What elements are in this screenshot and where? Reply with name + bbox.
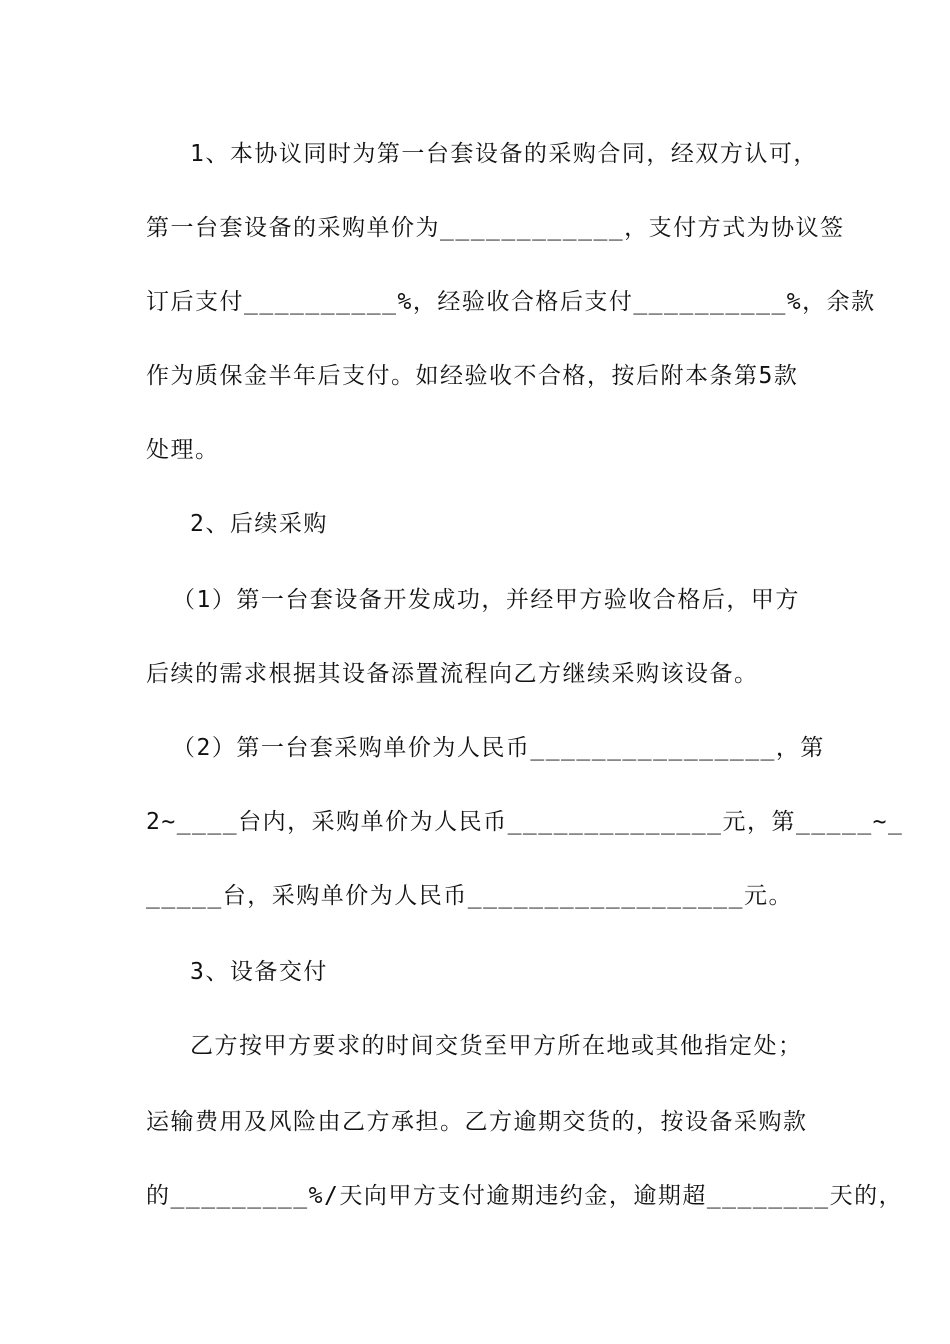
clause-1-line-5: 处理。 [146, 437, 220, 463]
clause-3-line-1: 乙方按甲方要求的时间交货至甲方所在地或其他指定处； [190, 1033, 803, 1059]
item-2-line-3: _____台，采购单价为人民币__________________元。 [146, 883, 793, 909]
clause-1-line-1: 1、本协议同时为第一台套设备的采购合同，经双方认可， [190, 141, 818, 167]
clause-1-line-4: 作为质保金半年后支付。如经验收不合格，按后附本条第5款 [146, 363, 799, 389]
section-heading-3: 3、设备交付 [190, 959, 328, 985]
section-heading-2: 2、后续采购 [190, 511, 328, 537]
clause-3-line-3: 的_________%/天向甲方支付逾期违约金，逾期超________天的， [146, 1183, 904, 1209]
item-1-line-2: 后续的需求根据其设备添置流程向乙方继续采购该设备。 [146, 661, 759, 687]
item-1-line-1: （1）第一台套设备开发成功，并经甲方验收合格后，甲方 [172, 587, 800, 613]
clause-3-line-2: 运输费用及风险由乙方承担。乙方逾期交货的，按设备采购款 [146, 1109, 808, 1135]
item-2-line-1: （2）第一台套采购单价为人民币________________，第 [172, 735, 825, 761]
clause-1-line-3: 订后支付__________%，经验收合格后支付__________%，余款 [146, 289, 876, 315]
clause-1-line-2: 第一台套设备的采购单价为____________，支付方式为协议签 [146, 215, 845, 241]
item-2-line-2: 2~____台内，采购单价为人民币______________元，第_____~_ [146, 809, 904, 835]
